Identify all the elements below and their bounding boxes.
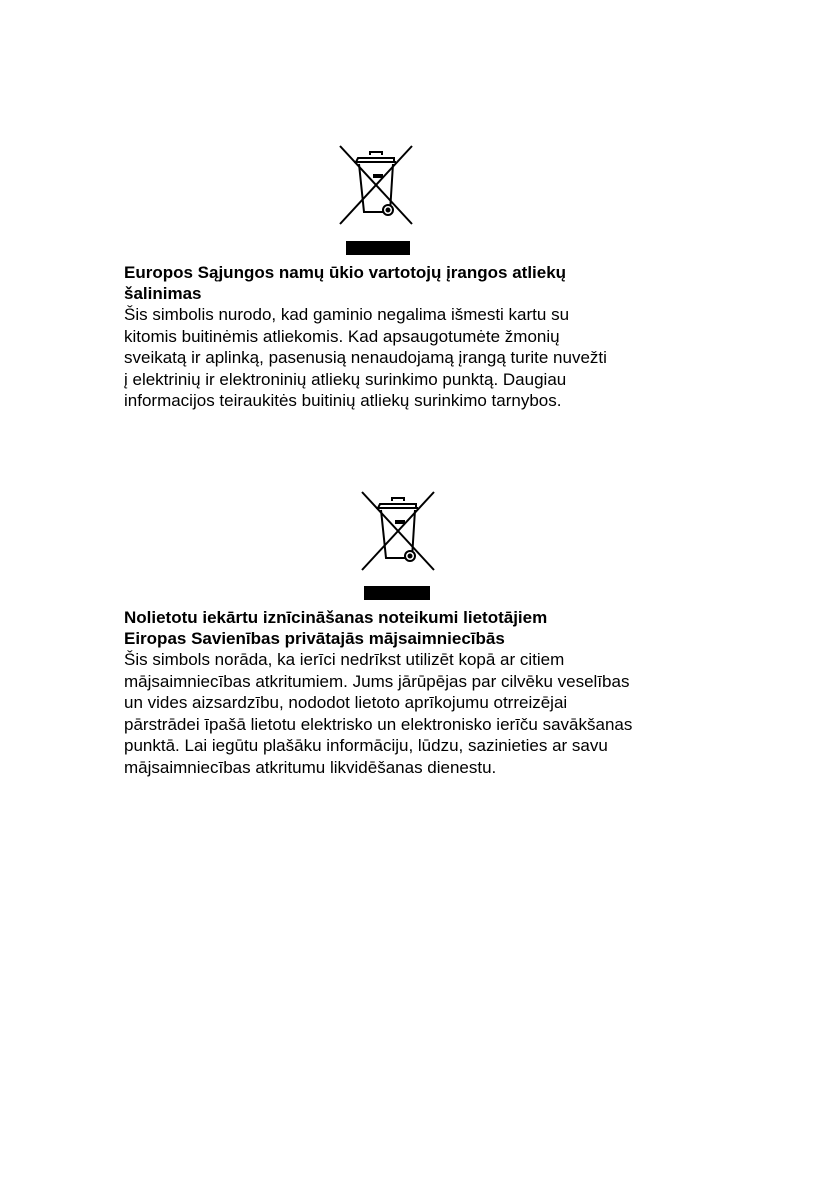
section-body	[124, 649, 684, 778]
body-line: mājsaimniecības atkritumu likvidēšanas dienestu.	[124, 757, 497, 777]
crossed-out-wheelie-bin-icon	[358, 490, 438, 602]
title-line: šalinimas	[124, 284, 202, 303]
section-title	[124, 262, 684, 304]
title-line: Nolietotu iekārtu iznīcināšanas noteikumi lietotājiem	[124, 608, 548, 627]
body-line: punktā. Lai iegūtu plašāku informāciju, lūdzu, sazinieties ar savu	[124, 736, 608, 755]
section-lithuanian	[124, 262, 684, 412]
body-line: sveikatą ir aplinką, pasenusią nenaudojamą įrangą turite nuvežti	[124, 348, 607, 367]
crossed-out-wheelie-bin-icon	[336, 144, 416, 256]
title-line: Europos Sąjungos namų ūkio vartotojų įrangos atliekų	[124, 263, 567, 282]
body-line: informacijos teiraukitės buitinių atliekų surinkimo tarnybos.	[124, 391, 562, 410]
section-latvian	[124, 607, 684, 778]
body-line: kitomis buitinėmis atliekomis. Kad apsaugotumėte žmonių	[124, 326, 560, 346]
body-line: Šis simbols norāda, ka ierīci nedrīkst utilizēt kopā ar citiem	[124, 650, 565, 669]
body-line: Šis simbolis nurodo, kad gaminio negalima išmesti kartu su	[124, 305, 570, 324]
section-body	[124, 304, 684, 412]
section-title	[124, 607, 684, 649]
body-line: pārstrādei īpašā lietotu elektrisko un elektronisko ierīču savākšanas	[124, 714, 633, 734]
body-line: mājsaimniecības atkritumiem. Jums jārūpējas par cilvēku veselības	[124, 671, 630, 691]
body-line: į elektrinių ir elektroninių atliekų surinkimo punktą. Daugiau	[124, 369, 567, 389]
title-line: Eiropas Savienības privātajās mājsaimniecībās	[124, 629, 505, 648]
body-line: un vides aizsardzību, nododot lietoto aprīkojumu otrreizējai	[124, 693, 568, 712]
